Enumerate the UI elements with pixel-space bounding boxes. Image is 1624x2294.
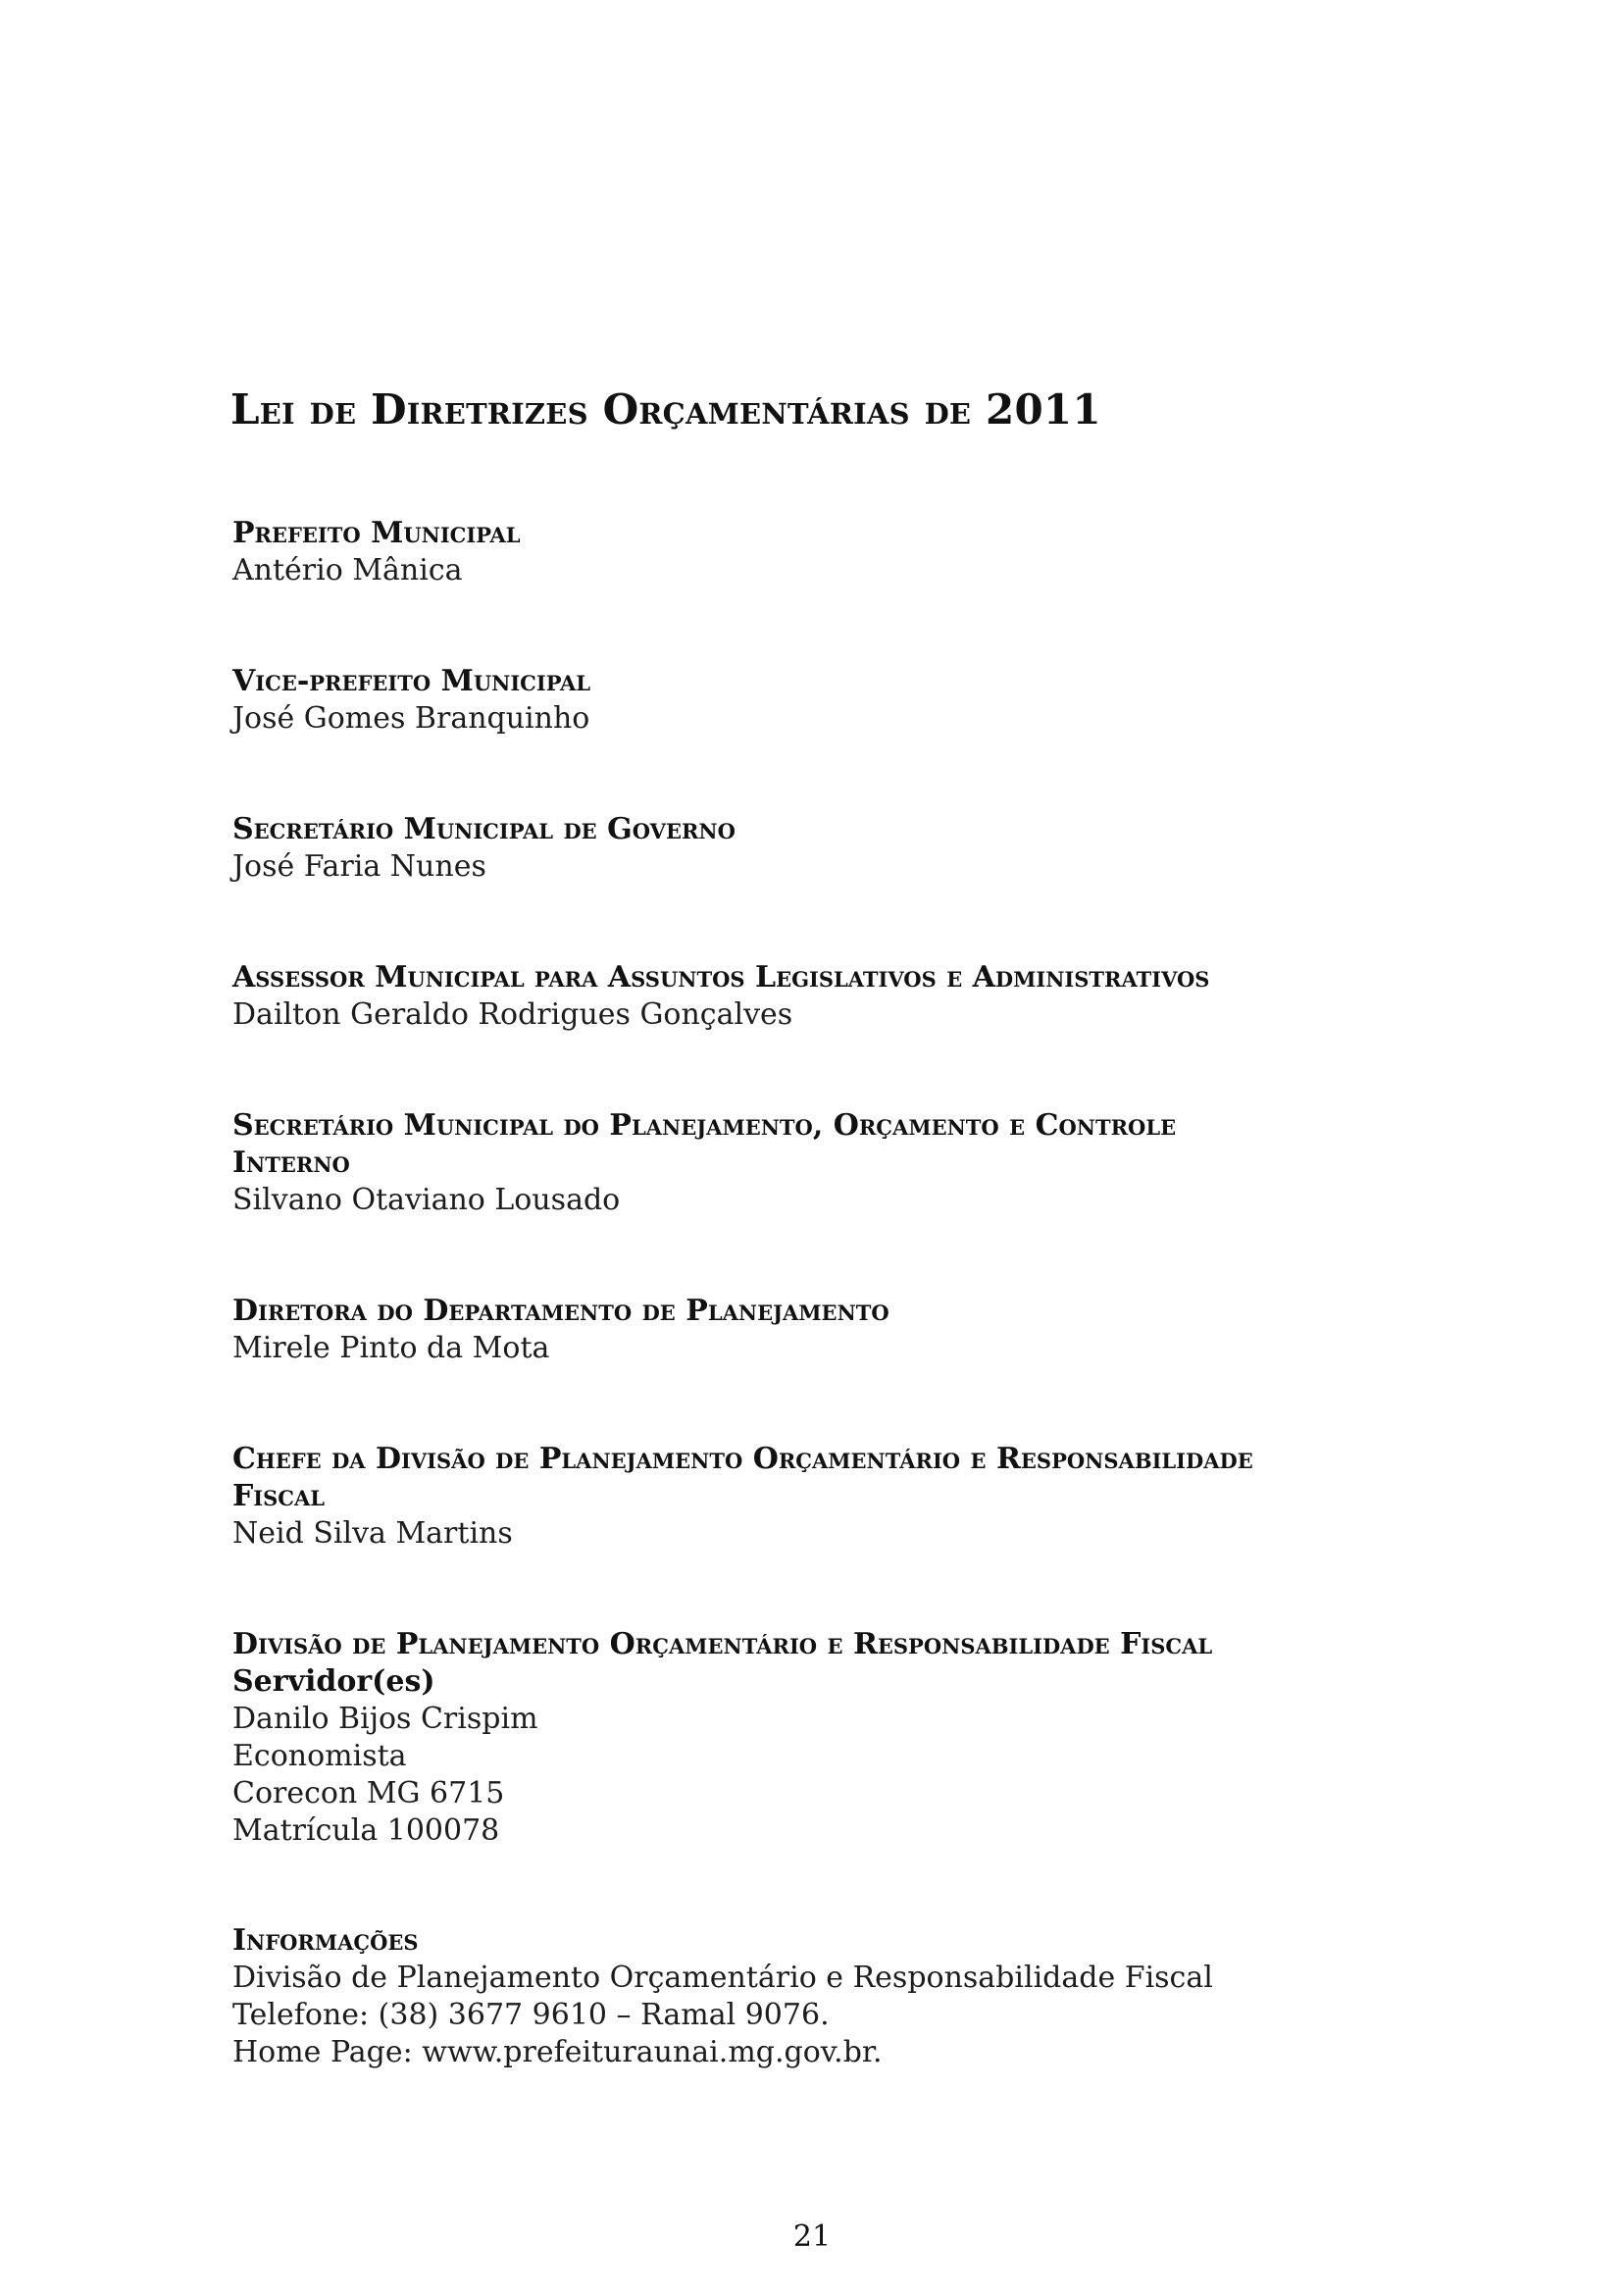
- section-heading: Assessor Municipal para Assuntos Legislativos e Administrativos: [232, 960, 1210, 994]
- person-name: Dailton Geraldo Rodrigues Gonçalves: [232, 997, 793, 1032]
- section-heading: Chefe da Divisão de Planejamento Orçamentário e Responsabilidade: [232, 1442, 1253, 1476]
- person-name: Silvano Otaviano Lousado: [232, 1183, 621, 1217]
- person-name: Mirele Pinto da Mota: [232, 1331, 550, 1365]
- staff-name: Danilo Bijos Crispim: [232, 1702, 538, 1736]
- section-prefeito: [232, 515, 1409, 589]
- person-name: José Faria Nunes: [232, 849, 486, 884]
- section-heading-continued: Fiscal: [232, 1479, 326, 1513]
- info-department: Divisão de Planejamento Orçamentário e Responsabilidade Fiscal: [232, 1961, 1213, 1995]
- section-heading: Informações: [232, 1923, 419, 1958]
- section-secretario-governo: [232, 811, 1409, 886]
- section-vice-prefeito: [232, 663, 1409, 738]
- section-chefe: [232, 1441, 1409, 1553]
- section-divisao: [232, 1626, 1409, 1850]
- staff-registration: Corecon MG 6715: [232, 1776, 505, 1810]
- info-phone: Telefone: (38) 3677 9610 – Ramal 9076.: [232, 1998, 830, 2032]
- person-name: José Gomes Branquinho: [232, 701, 590, 736]
- section-heading: Divisão de Planejamento Orçamentário e Responsabilidade Fiscal: [232, 1627, 1213, 1661]
- section-heading: Prefeito Municipal: [232, 516, 521, 550]
- info-homepage: Home Page: www.prefeituraunai.mg.gov.br.: [232, 2035, 883, 2069]
- section-heading: Vice-prefeito Municipal: [232, 664, 591, 698]
- person-name: Neid Silva Martins: [232, 1516, 513, 1551]
- section-diretora: [232, 1293, 1409, 1367]
- section-informacoes: [232, 1922, 1409, 2071]
- staff-id-number: Matrícula 100078: [232, 1813, 500, 1848]
- section-assessor: [232, 959, 1409, 1034]
- document-title: Lei de Diretrizes Orçamentárias de 2011: [230, 385, 1101, 433]
- section-heading-continued: Interno: [232, 1146, 350, 1180]
- section-heading: Secretário Municipal do Planejamento, Orçamento e Controle: [232, 1108, 1177, 1143]
- section-heading: Diretora do Departamento de Planejamento: [232, 1294, 889, 1328]
- section-secretario-planejamento: [232, 1107, 1409, 1219]
- person-name: Antério Mânica: [232, 553, 463, 587]
- section-subheading: Servidor(es): [232, 1664, 435, 1699]
- page-number: 21: [792, 2219, 832, 2254]
- staff-role: Economista: [232, 1739, 407, 1773]
- section-heading: Secretário Municipal de Governo: [232, 812, 736, 846]
